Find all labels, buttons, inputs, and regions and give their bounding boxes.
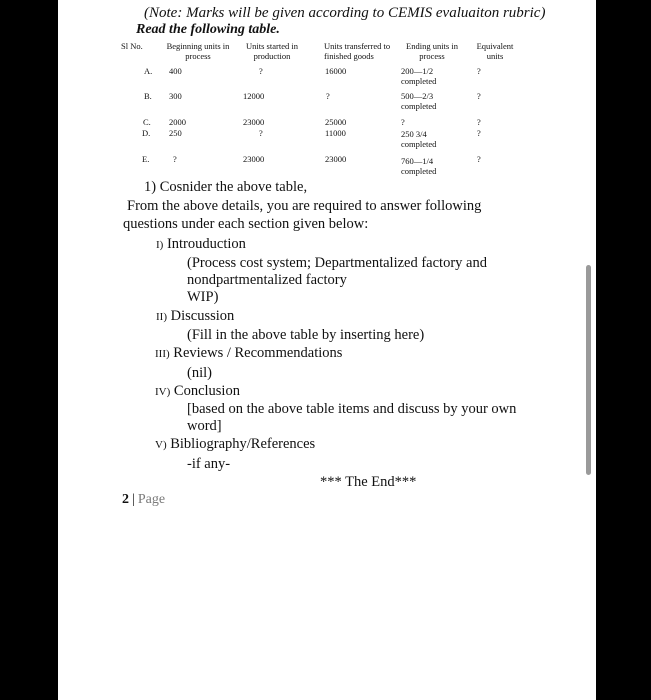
row-e-transferred: 23000	[325, 154, 347, 164]
row-c-started: 23000	[243, 117, 265, 127]
row-d-sl: D.	[142, 128, 151, 138]
section-introduction-line-1: (Process cost system; Departmentalized factory and	[187, 255, 487, 271]
page-separator: |	[132, 492, 135, 507]
section-conclusion-line-2: word]	[187, 418, 222, 434]
col-header-started: Units started in production	[246, 41, 298, 61]
home-indicator[interactable]	[229, 680, 428, 687]
section-discussion-line-1: (Fill in the above table by inserting here)	[187, 327, 425, 343]
section-discussion-heading: II) Discussion	[156, 308, 235, 324]
row-e-beginning: ?	[173, 154, 177, 164]
intro-line-1: From the above details, you are required to answer following	[127, 198, 482, 214]
col-header-sl: Sl No.	[121, 41, 143, 51]
question-1: 1) Cosnider the above table,	[144, 179, 308, 195]
the-end: *** The End***	[320, 474, 417, 490]
row-b-sl: B.	[144, 91, 152, 101]
row-d-equivalent: ?	[477, 128, 481, 138]
row-e-equivalent: ?	[477, 154, 481, 164]
row-a-equivalent: ?	[477, 66, 481, 76]
row-c-sl: C.	[143, 117, 151, 127]
section-bibliography-line-1: -if any-	[187, 456, 231, 472]
row-d-transferred: 11000	[325, 128, 346, 138]
row-b-started: 12000	[243, 91, 265, 101]
row-c-ending: ?	[401, 117, 405, 127]
row-b-ending: 500—2/3 completed	[401, 91, 437, 111]
table-instruction: Read the following table.	[136, 22, 280, 37]
section-introduction-heading: I) Introuduction	[156, 236, 246, 252]
row-c-equivalent: ?	[477, 117, 481, 127]
row-c-beginning: 2000	[169, 117, 186, 127]
section-reviews-heading: III) Reviews / Recommendations	[155, 345, 343, 361]
row-a-ending: 200—1/2 completed	[401, 66, 437, 86]
page-number: 2	[122, 492, 129, 507]
section-reviews-line-1: (nil)	[187, 365, 212, 381]
rubric-note: (Note: Marks will be given according to CEMIS evaluaiton rubric)	[144, 5, 546, 21]
section-introduction-line-3: WIP)	[187, 289, 219, 305]
row-a-beginning: 400	[169, 66, 182, 76]
row-e-ending: 760—1/4 completed	[401, 156, 437, 176]
row-a-started: ?	[259, 66, 263, 76]
row-b-transferred: ?	[326, 91, 330, 101]
page-footer	[122, 492, 165, 508]
col-header-ending: Ending units in process	[406, 41, 458, 61]
row-a-sl: A.	[144, 66, 153, 76]
intro-line-2: questions under each section given below:	[123, 216, 369, 232]
row-d-beginning: 250	[169, 128, 182, 138]
row-e-started: 23000	[243, 154, 265, 164]
row-b-beginning: 300	[169, 91, 182, 101]
row-b-equivalent: ?	[477, 91, 481, 101]
row-d-ending: 250 3/4 completed	[401, 129, 437, 149]
row-d-started: ?	[259, 128, 263, 138]
col-header-equivalent: Equivalent units	[476, 41, 514, 61]
row-c-transferred: 25000	[325, 117, 347, 127]
section-conclusion-line-1: [based on the above table items and discuss by your own	[187, 401, 517, 417]
col-header-beginning: Beginning units in process	[166, 41, 230, 61]
page-label: Page	[137, 492, 166, 507]
section-conclusion-heading: IV) Conclusion	[155, 383, 240, 399]
row-a-transferred: 16000	[325, 66, 347, 76]
row-e-sl: E.	[142, 154, 150, 164]
section-bibliography-heading: V) Bibliography/References	[155, 436, 316, 452]
section-introduction-line-2: nondpartmentalized factory	[187, 272, 347, 288]
vertical-scrollbar[interactable]	[586, 265, 591, 475]
col-header-transferred: Units transferred to finished goods	[324, 41, 391, 61]
